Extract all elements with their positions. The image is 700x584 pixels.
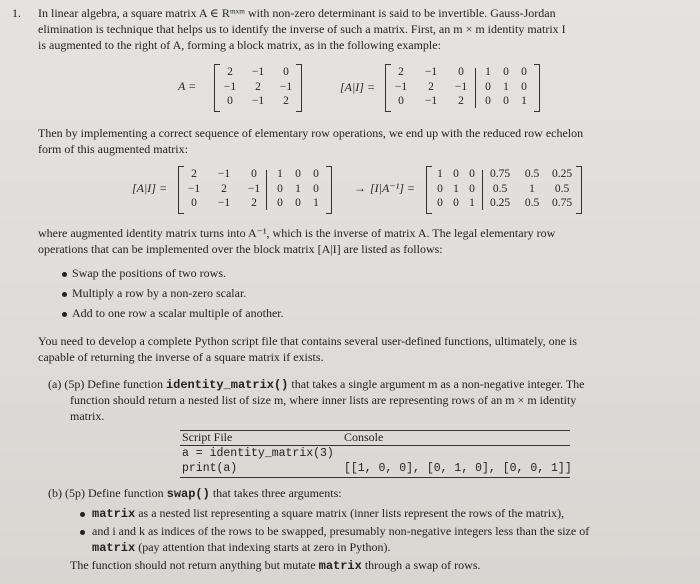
matrix-cell: 0.5 bbox=[492, 182, 508, 195]
matrix-cell: 0 bbox=[437, 197, 443, 209]
header-console: Console bbox=[344, 430, 384, 444]
matrix-cell: −1 bbox=[217, 197, 231, 209]
code-line-2: print(a) bbox=[182, 462, 238, 475]
bracket-left bbox=[178, 166, 184, 214]
matrix-cell: 0.5 bbox=[554, 182, 570, 195]
bracket-right bbox=[576, 166, 582, 214]
matrix-cell: 0 bbox=[277, 182, 283, 195]
matrix-cell: 1 bbox=[313, 197, 319, 209]
matrix-cell: 0 bbox=[503, 66, 509, 78]
console-output: [[1, 0, 0], [0, 1, 0], [0, 0, 1]] bbox=[344, 462, 572, 475]
part-b-bullet-2: and i and k as indices of the rows to be swapped, presumably non-negative integers less than the size of bbox=[92, 524, 590, 538]
part-b-line-1 bbox=[48, 486, 342, 502]
bracket-left bbox=[426, 166, 432, 214]
matrix-cell: 0 bbox=[251, 168, 257, 180]
matrix-cell: 0 bbox=[485, 95, 491, 107]
then-line-1: Then by implementing a correct sequence of elementary row operations, we end up with the reduced row echelon bbox=[38, 126, 584, 140]
augment-divider bbox=[266, 170, 267, 210]
intro-line-1: In linear algebra, a square matrix A ∈ Rᵐˣᵐ with non-zero determinant is said to be invertible. Gauss-Jordan bbox=[38, 6, 556, 20]
matrix-cell: 1 bbox=[485, 66, 491, 78]
develop-line-1: You need to develop a complete Python script file that contains several user-defined functions, ultimately, one is bbox=[38, 334, 577, 348]
matrix-cell: 1 bbox=[295, 182, 301, 195]
part-b-bullet-1 bbox=[92, 506, 564, 522]
matrix-cell: 0.25 bbox=[551, 168, 573, 180]
matrix-cell: 2 bbox=[227, 66, 233, 78]
matrix-cell: 0 bbox=[313, 182, 319, 195]
matrix-cell: 0 bbox=[277, 197, 283, 209]
matrix-cell: −1 bbox=[424, 95, 438, 107]
matrix-cell: 0 bbox=[437, 182, 443, 195]
matrix-cell: −1 bbox=[247, 182, 261, 195]
matrix-cell: 2 bbox=[251, 197, 257, 209]
bullet-icon bbox=[62, 292, 67, 297]
matrix-cell: 0 bbox=[453, 197, 459, 209]
augment-divider bbox=[475, 68, 476, 108]
matrix-cell: 0 bbox=[398, 95, 404, 107]
matrix-cell: 1 bbox=[469, 197, 475, 209]
augmented-label: [A|I] = bbox=[340, 80, 376, 94]
matrix-cell: 2 bbox=[191, 168, 197, 180]
function-name: swap() bbox=[166, 487, 210, 501]
code-line-1: a = identity_matrix(3) bbox=[182, 447, 334, 460]
bullet-icon bbox=[80, 530, 85, 535]
matrix-cell: 0 bbox=[227, 95, 233, 107]
matrix-cell: 0 bbox=[469, 168, 475, 180]
where-line-1: where augmented identity matrix turns into A⁻¹, which is the inverse of matrix A. The legal elementary row bbox=[38, 226, 556, 240]
matrix-cell: 1 bbox=[437, 168, 443, 180]
matrix-cell: 0 bbox=[295, 168, 301, 180]
table-rule-bottom bbox=[180, 477, 570, 478]
matrix-cell: 1 bbox=[521, 95, 527, 107]
where-line-2: operations that can be implemented over the block matrix [A|I] are listed as follows: bbox=[38, 242, 443, 256]
matrix-cell: 1 bbox=[453, 182, 459, 195]
matrix-cell: 0 bbox=[313, 168, 319, 180]
matrix-cell: 2 bbox=[428, 80, 434, 93]
part-b-prefix: (b) (5p) Define function bbox=[48, 486, 164, 500]
part-a-prefix: (a) (5p) Define function bbox=[48, 377, 163, 391]
then-line-2: form of this augmented matrix: bbox=[38, 142, 188, 156]
matrix-cell: 0 bbox=[458, 66, 464, 78]
matrix-cell: 0 bbox=[453, 168, 459, 180]
list-item: Add to one row a scalar multiple of another. bbox=[72, 306, 284, 320]
part-b-final bbox=[70, 558, 481, 574]
matrix-cell: 1 bbox=[529, 182, 535, 195]
bracket-right bbox=[534, 64, 540, 112]
transform-arrow: → bbox=[354, 181, 366, 195]
final-suffix: through a swap of rows. bbox=[364, 558, 481, 572]
list-item: Multiply a row by a non-zero scalar. bbox=[72, 286, 247, 300]
bracket-right bbox=[296, 64, 302, 112]
matrix-cell: 0 bbox=[521, 66, 527, 78]
bullet-icon bbox=[62, 312, 67, 317]
matrix-cell: 2 bbox=[283, 95, 289, 107]
matrix-cell: 0.75 bbox=[489, 168, 511, 180]
matrix-cell: 0 bbox=[295, 197, 301, 209]
bullet-text: as a nested list representing a square matrix (inner lists represent the rows of the matrix), bbox=[138, 506, 565, 520]
matrix-cell: 0 bbox=[191, 197, 197, 209]
matrix-cell: −1 bbox=[424, 66, 438, 78]
matrix-cell: 2 bbox=[221, 182, 227, 195]
question-number: 1. bbox=[12, 6, 21, 20]
matrix-cell: 0 bbox=[503, 95, 509, 107]
matrix-cell: 0 bbox=[469, 182, 475, 195]
part-a-line-3: matrix. bbox=[70, 409, 105, 423]
bullet-text: (pay attention that indexing starts at zero in Python). bbox=[138, 540, 391, 554]
matrix-cell: −1 bbox=[187, 182, 201, 195]
part-a-suffix: that takes a single argument m as a non-negative integer. The bbox=[291, 377, 585, 391]
matrix-cell: −1 bbox=[454, 80, 468, 93]
bullet-icon bbox=[80, 512, 85, 517]
matrix-cell: 0.5 bbox=[524, 168, 540, 180]
matrix-a-label: A = bbox=[178, 79, 197, 93]
matrix-cell: 0.75 bbox=[551, 197, 573, 209]
matrix-cell: 2 bbox=[398, 66, 404, 78]
matrix-cell: −1 bbox=[394, 80, 408, 93]
bracket-right bbox=[326, 166, 332, 214]
matrix-cell: −1 bbox=[217, 168, 231, 180]
intro-line-3: is augmented to the right of A, forming a block matrix, as in the following example: bbox=[38, 38, 441, 52]
develop-line-2: capable of returning the inverse of a square matrix if exists. bbox=[38, 350, 324, 364]
final-prefix: The function should not return anything but mutate bbox=[70, 558, 316, 572]
bullet-icon bbox=[62, 272, 67, 277]
matrix-cell: −1 bbox=[251, 66, 265, 78]
function-name: identity_matrix() bbox=[165, 378, 289, 392]
part-b-suffix: that takes three arguments: bbox=[212, 486, 342, 500]
matrix-cell: 0 bbox=[485, 80, 491, 93]
augmented-label: [A|I] = bbox=[132, 181, 168, 195]
header-script: Script File bbox=[182, 430, 233, 444]
matrix-cell: 2 bbox=[255, 80, 261, 93]
list-item: Swap the positions of two rows. bbox=[72, 266, 226, 280]
matrix-cell: 0 bbox=[521, 80, 527, 93]
inverse-label: [I|A⁻¹] = bbox=[370, 181, 415, 195]
matrix-cell: 0.25 bbox=[489, 197, 511, 209]
code-matrix: matrix bbox=[318, 559, 362, 573]
matrix-cell: 1 bbox=[277, 168, 283, 180]
augment-divider bbox=[482, 170, 483, 210]
matrix-cell: 0 bbox=[283, 66, 289, 78]
matrix-cell: −1 bbox=[251, 95, 265, 107]
matrix-cell: 0.5 bbox=[524, 197, 540, 209]
code-matrix: matrix bbox=[92, 541, 136, 555]
part-b-bullet-2-cont bbox=[92, 540, 391, 556]
part-a-line-1 bbox=[48, 377, 585, 393]
matrix-cell: 2 bbox=[458, 95, 464, 107]
bracket-left bbox=[214, 64, 220, 112]
matrix-cell: −1 bbox=[279, 80, 293, 93]
matrix-cell: −1 bbox=[223, 80, 237, 93]
code-matrix: matrix bbox=[92, 507, 136, 521]
part-a-line-2: function should return a nested list of size m, where inner lists are representing rows of an m × m identity bbox=[70, 393, 577, 407]
bracket-left bbox=[385, 64, 391, 112]
intro-line-2: elimination is technique that helps us to identify the inverse of such a matrix. First, an m × m identity matrix I bbox=[38, 22, 566, 36]
matrix-cell: 1 bbox=[503, 80, 509, 93]
